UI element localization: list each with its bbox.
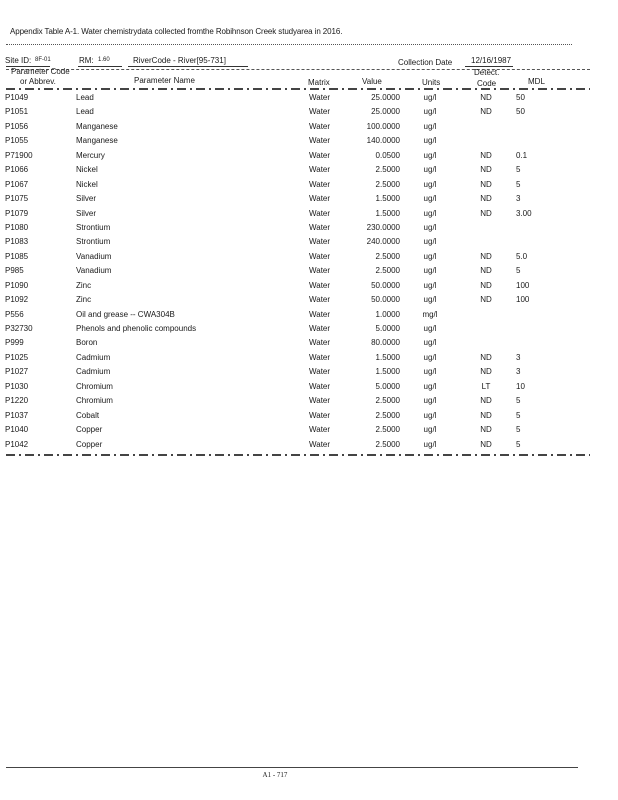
table-row [0,164,618,178]
param-name-cell: Manganese [76,136,118,146]
param-code-cell: P32730 [5,324,33,333]
value-cell: 80.0000 [371,338,400,348]
value-cell: 5.0000 [375,381,400,391]
col-header-code-line1: Parameter Code [11,67,70,76]
value-cell: 100.0000 [366,121,400,131]
matrix-cell: Water [309,396,331,406]
units-cell: ug/l [423,222,437,232]
param-name-cell: Lead [76,93,94,102]
matrix-cell: Water [309,194,331,204]
value-cell: 50.0000 [371,295,400,305]
param-name-cell: Strontium [76,222,111,232]
detect-code-cell: ND [480,107,492,117]
units-cell: ug/l [423,367,437,377]
page-number: A1 - 717 [262,771,288,779]
value-cell: 1.5000 [375,208,400,218]
table-row [0,280,618,294]
units-cell: mg/l [422,309,438,319]
param-code-cell: P1075 [5,194,29,204]
matrix-cell: Water [309,410,331,420]
units-cell: ug/l [423,425,437,435]
units-cell: ug/l [423,251,437,261]
param-name-cell: Strontium [76,237,111,247]
mdl-cell: 100 [516,295,530,305]
col-header-matrix: Matrix [308,78,330,87]
detect-code-cell: ND [480,352,492,362]
matrix-cell: Water [309,136,331,146]
param-code-cell: P1055 [5,136,29,146]
table-row [0,366,618,380]
param-code-cell: P1092 [5,295,29,305]
param-code-cell: P1030 [5,381,29,391]
table-row [0,106,618,120]
param-name-cell: Lead [76,107,94,117]
units-cell: ug/l [423,381,437,391]
units-cell: ug/l [423,121,437,131]
param-code-cell: P1025 [5,352,29,362]
param-name-cell: Manganese [76,121,118,131]
matrix-cell: Water [309,381,331,391]
col-header-code-line2: or Abbrev. [20,77,56,86]
value-cell: 0.0500 [375,150,400,160]
units-cell: ug/l [423,439,437,449]
param-name-cell: Boron [76,338,98,348]
river-code: RiverCode - River[95-731] [133,56,226,65]
col-header-units: Units [422,78,441,87]
value-cell: 25.0000 [371,107,400,117]
detect-code-cell: ND [480,425,492,435]
table-row [0,294,618,308]
param-name-cell: Oil and grease -- CWA304B [76,309,175,319]
param-code-cell: P1080 [5,222,29,232]
mdl-cell: 5 [516,165,521,175]
param-code-cell: P1037 [5,410,29,420]
mdl-cell: 5 [516,266,521,276]
data-table [0,92,618,453]
units-cell: ug/l [423,93,437,102]
table-row [0,439,618,453]
units-cell: ug/l [423,237,437,247]
rm-value: 1.60 [98,57,110,63]
mdl-cell: 5 [516,179,521,189]
table-row [0,309,618,323]
table-row [0,150,618,164]
units-cell: ug/l [423,338,437,348]
value-cell: 1.5000 [375,194,400,204]
matrix-cell: Water [309,295,331,305]
param-name-cell: Silver [76,208,97,218]
mdl-cell: 100 [516,280,530,290]
detect-code-cell: ND [480,194,492,204]
table-row [0,208,618,222]
matrix-cell: Water [309,179,331,189]
param-code-cell: P1090 [5,280,29,290]
table-row [0,121,618,135]
detect-code-cell: ND [480,295,492,305]
matrix-cell: Water [309,352,331,362]
detect-code-cell: ND [480,150,492,160]
param-code-cell: P1042 [5,439,29,449]
header-bottom-rule [6,88,590,90]
param-code-cell: P1083 [5,237,29,247]
mdl-cell: 50 [516,93,525,102]
value-cell: 2.5000 [375,410,400,420]
matrix-cell: Water [309,338,331,348]
table-row [0,323,618,337]
value-cell: 2.5000 [375,179,400,189]
mdl-cell: 5 [516,439,521,449]
table-row [0,222,618,236]
units-cell: ug/l [423,352,437,362]
value-cell: 1.5000 [375,367,400,377]
units-cell: ug/l [423,107,437,117]
site-id-value: 8F-01 [35,57,51,63]
param-code-cell: P71900 [5,150,33,160]
value-cell: 50.0000 [371,280,400,290]
table-row [0,424,618,438]
mdl-cell: 5 [516,410,521,420]
matrix-cell: Water [309,367,331,377]
matrix-cell: Water [309,150,331,160]
detect-code-cell: ND [480,251,492,261]
col-header-detect-line1: Detect. [474,68,500,77]
matrix-cell: Water [309,165,331,175]
param-name-cell: Nickel [76,165,98,175]
table-row [0,395,618,409]
mdl-cell: 0.1 [516,150,528,160]
table-bottom-rule [6,454,590,456]
param-code-cell: P1056 [5,121,29,131]
mdl-cell: 3.00 [516,208,532,218]
col-header-value: Value [362,77,382,86]
param-name-cell: Zinc [76,280,92,290]
mdl-cell: 5 [516,396,521,406]
param-code-cell: P1067 [5,179,29,189]
matrix-cell: Water [309,324,331,333]
units-cell: ug/l [423,266,437,276]
col-header-mdl: MDL [528,77,545,86]
value-cell: 1.5000 [375,352,400,362]
param-code-cell: P985 [5,266,24,276]
header-rule [78,66,122,67]
detect-code-cell: ND [480,280,492,290]
value-cell: 240.0000 [366,237,400,247]
col-header-name: Parameter Name [134,76,195,85]
header-rule [128,66,248,67]
param-code-cell: P1051 [5,107,29,117]
mdl-cell: 3 [516,352,521,362]
param-code-cell: P999 [5,338,24,348]
detect-code-cell: ND [480,266,492,276]
value-cell: 2.5000 [375,396,400,406]
detect-code-cell: ND [480,410,492,420]
table-row [0,251,618,265]
param-code-cell: P556 [5,309,24,319]
value-cell: 25.0000 [371,93,400,102]
table-row [0,410,618,424]
detect-code-cell: ND [480,396,492,406]
param-name-cell: Mercury [76,150,105,160]
param-code-cell: P1220 [5,396,29,406]
units-cell: ug/l [423,410,437,420]
units-cell: ug/l [423,280,437,290]
table-row [0,236,618,250]
rm-label: RM: [79,56,94,65]
mdl-cell: 3 [516,194,521,204]
mdl-cell: 50 [516,107,525,117]
units-cell: ug/l [423,136,437,146]
collection-date-value: 12/16/1987 [471,56,512,65]
value-cell: 2.5000 [375,439,400,449]
detect-code-cell: ND [480,367,492,377]
value-cell: 2.5000 [375,165,400,175]
site-id-label: Site ID: [5,56,32,65]
matrix-cell: Water [309,425,331,435]
table-row [0,381,618,395]
detect-code-cell: ND [480,179,492,189]
param-code-cell: P1040 [5,425,29,435]
table-row [0,193,618,207]
header-rule [465,66,513,67]
detect-code-cell: ND [480,93,492,102]
title-divider [6,44,572,45]
matrix-cell: Water [309,280,331,290]
units-cell: ug/l [423,194,437,204]
mdl-cell: 5.0 [516,251,528,261]
detect-code-cell: ND [480,439,492,449]
param-name-cell: Phenols and phenolic compounds [76,324,197,333]
table-title: Appendix Table A-1. Water chemistrydata collected fromthe Robihnson Creek studyarea in 2016. [10,27,343,36]
param-code-cell: P1079 [5,208,29,218]
param-code-cell: P1085 [5,251,29,261]
units-cell: ug/l [423,208,437,218]
matrix-cell: Water [309,121,331,131]
param-code-cell: P1066 [5,165,29,175]
units-cell: ug/l [423,295,437,305]
detect-code-cell: ND [480,165,492,175]
table-row [0,337,618,351]
matrix-cell: Water [309,237,331,247]
param-code-cell: P1049 [5,93,29,102]
value-cell: 2.5000 [375,251,400,261]
mdl-cell: 3 [516,367,521,377]
units-cell: ug/l [423,179,437,189]
matrix-cell: Water [309,439,331,449]
mdl-cell: 5 [516,425,521,435]
table-row [0,352,618,366]
param-name-cell: Nickel [76,179,98,189]
mdl-cell: 10 [516,381,525,391]
units-cell: ug/l [423,165,437,175]
matrix-cell: Water [309,251,331,261]
value-cell: 2.5000 [375,425,400,435]
param-name-cell: Zinc [76,295,92,305]
table-row [0,92,618,106]
units-cell: ug/l [423,396,437,406]
param-name-cell: Vanadium [76,251,112,261]
collection-date-label: Collection Date [398,58,453,67]
param-name-cell: Cobalt [76,410,100,420]
matrix-cell: Water [309,222,331,232]
value-cell: 230.0000 [366,222,400,232]
value-cell: 1.0000 [375,309,400,319]
units-cell: ug/l [423,150,437,160]
param-name-cell: Silver [76,194,97,204]
units-cell: ug/l [423,324,437,333]
param-name-cell: Vanadium [76,266,112,276]
matrix-cell: Water [309,266,331,276]
param-name-cell: Chromium [76,396,113,406]
param-name-cell: Chromium [76,381,113,391]
table-row [0,265,618,279]
matrix-cell: Water [309,93,331,102]
footer-rule [6,767,578,768]
matrix-cell: Water [309,309,331,319]
value-cell: 5.0000 [375,324,400,333]
value-cell: 140.0000 [366,136,400,146]
param-name-cell: Copper [76,425,103,435]
detect-code-cell: LT [481,381,491,391]
table-row [0,135,618,149]
param-name-cell: Copper [76,439,103,449]
header-dashed-rule [6,69,590,70]
col-header-detect-line2: Code [477,79,497,88]
detect-code-cell: ND [480,208,492,218]
param-name-cell: Cadmium [76,367,111,377]
table-row [0,179,618,193]
param-name-cell: Cadmium [76,352,111,362]
matrix-cell: Water [309,107,331,117]
param-code-cell: P1027 [5,367,29,377]
matrix-cell: Water [309,208,331,218]
value-cell: 2.5000 [375,266,400,276]
